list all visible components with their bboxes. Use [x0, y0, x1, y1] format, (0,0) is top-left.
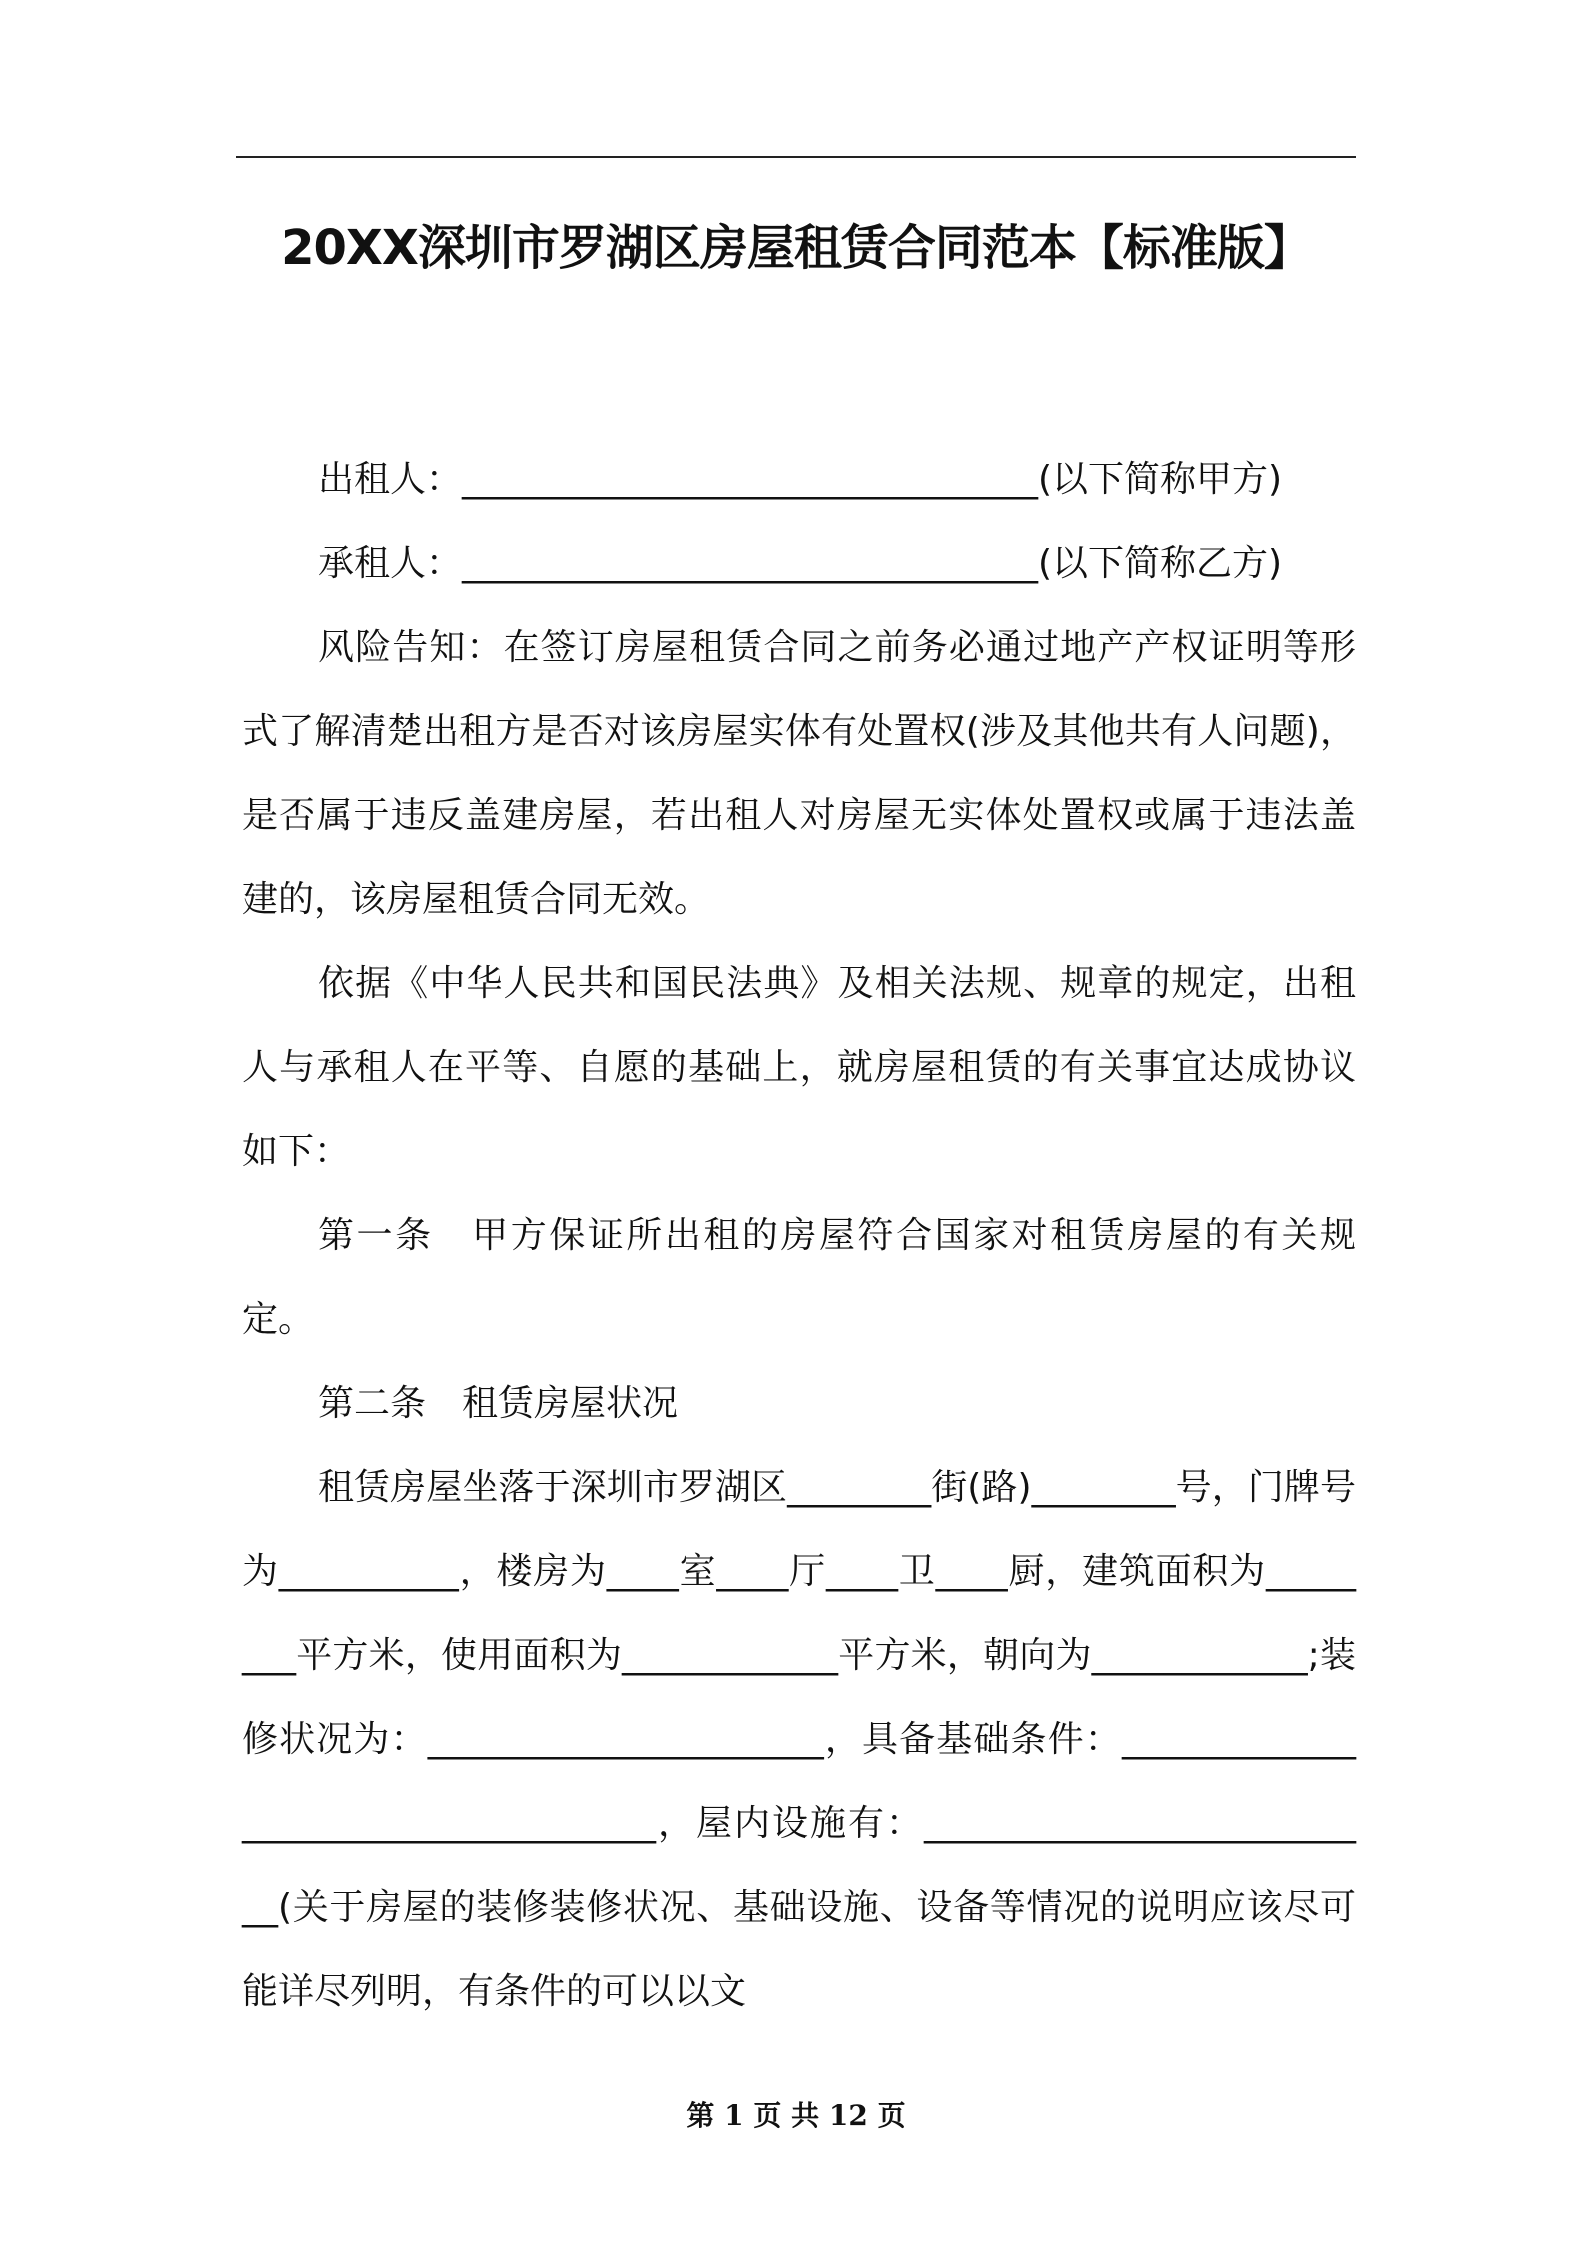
lessor-line: 出租人：________________________________(以下简称甲方)	[318, 459, 1283, 500]
page-footer: 第 1 页 共 12 页	[686, 2099, 906, 2132]
legal-basis-paragraph: 依据《中华人民共和国民法典》及相关法规、规章的规定，出租人与承租人在平等、自愿的基础上，就房屋租赁的有关事宜达成协议如下：	[242, 963, 1356, 1172]
article-two-heading: 第二条 租赁房屋状况	[318, 1383, 679, 1424]
document-title: 20XX深圳市罗湖区房屋租赁合同范本【标准版】	[281, 220, 1311, 276]
header-rule	[236, 156, 1356, 158]
lessee-line: 承租人：________________________________(以下简称乙方)	[318, 543, 1283, 584]
property-status-paragraph: 租赁房屋坐落于深圳市罗湖区________街(路)________号，门牌号为__________，楼房为____室____厅____卫____厨，建筑面积为________平方米，使用面积为____________平方米，朝向为____________;装修状况为：______________________，具备基础条件：____________________________________，屋内设施有：__________________________(关于房屋的装修装修状况、基础设施、设备等情况的说明应该尽可能详尽列明，有条件的可以以文	[242, 1467, 1356, 2012]
risk-notice-paragraph: 风险告知：在签订房屋租赁合同之前务必通过地产产权证明等形式了解清楚出租方是否对该房屋实体有处置权(涉及其他共有人问题)，是否属于违反盖建房屋，若出租人对房屋无实体处置权或属于违法盖建的，该房屋租赁合同无效。	[242, 627, 1356, 920]
document-body	[242, 438, 1356, 2034]
article-one-paragraph: 第一条 甲方保证所出租的房屋符合国家对租赁房屋的有关规定。	[242, 1215, 1356, 1340]
